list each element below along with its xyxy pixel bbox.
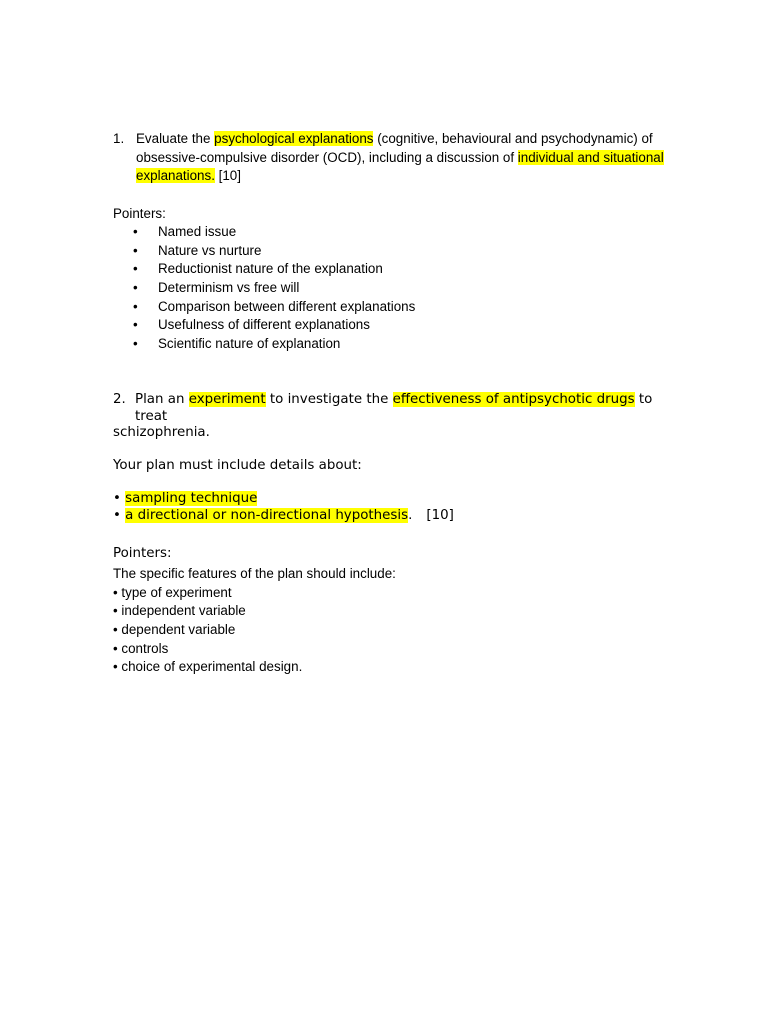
highlight-individual-situational: individual and situational explanations. xyxy=(136,149,664,184)
list-item-label: Usefulness of different explanations xyxy=(158,317,370,333)
question-2-continuation: schizophrenia. xyxy=(113,425,210,440)
hypothesis-suffix: . xyxy=(408,507,413,523)
bullet-icon: • xyxy=(113,491,121,506)
list-item xyxy=(133,223,415,242)
bullet-icon: • xyxy=(133,298,138,314)
question-1-number: 1. xyxy=(113,131,125,146)
list-item-label: Scientific nature of explanation xyxy=(158,336,341,352)
list-item-label: Reductionist nature of the explanation xyxy=(158,261,383,277)
list-item xyxy=(133,242,415,261)
list-item: • controls xyxy=(113,640,169,656)
question-2-marks: [10] xyxy=(426,507,454,523)
bullet-icon: • xyxy=(133,242,138,258)
list-item xyxy=(133,335,415,354)
question-2-text xyxy=(135,392,683,425)
pointers-1-heading: Pointers: xyxy=(113,206,166,221)
list-item xyxy=(133,279,415,298)
pointers-2-heading: Pointers: xyxy=(113,546,172,561)
question-2-text-mid: to investigate the xyxy=(265,392,393,407)
question-2-text-after: to treat xyxy=(135,392,653,424)
plan-features-intro: The specific features of the plan should include: xyxy=(113,566,396,581)
question-1-marks: [10] xyxy=(214,168,241,184)
bullet-icon: • xyxy=(133,336,138,352)
list-item-label: Named issue xyxy=(158,224,237,239)
list-item: • type of experiment xyxy=(113,584,232,600)
question-1-text-mid: (cognitive, behavioural and psychodynamic) of obsessive-compulsive disorder (OCD), including a discussion of xyxy=(136,131,653,165)
question-2-text-before: Plan an xyxy=(135,392,189,407)
list-item: • independent variable xyxy=(113,603,246,619)
question-2-number: 2. xyxy=(113,392,126,407)
question-2 xyxy=(113,392,683,425)
list-item xyxy=(133,260,415,279)
bullet-icon: • xyxy=(133,224,138,239)
bullet-icon: • xyxy=(113,507,121,523)
highlight-effectiveness: effectiveness of antipsychotic drugs xyxy=(392,392,635,407)
list-item xyxy=(133,316,415,335)
question-1-text xyxy=(136,130,683,186)
highlight-psychological-explanations: psychological explanations xyxy=(214,131,374,146)
highlight-sampling-technique: sampling technique xyxy=(125,491,258,506)
bullet-icon: • xyxy=(133,280,138,296)
pointers-1-list xyxy=(133,223,415,354)
bullet-icon: • xyxy=(133,261,138,277)
question-1-text-before: Evaluate the xyxy=(136,131,215,146)
list-item-label: Nature vs nurture xyxy=(158,242,262,258)
list-item xyxy=(113,508,454,525)
highlight-hypothesis: a directional or non-directional hypothesis xyxy=(125,507,409,523)
plan-details-list xyxy=(113,491,454,524)
plan-features xyxy=(113,565,396,677)
bullet-icon: • xyxy=(133,317,138,333)
highlight-experiment: experiment xyxy=(188,392,266,407)
plan-include-line: Your plan must include details about: xyxy=(113,458,362,473)
list-item: • choice of experimental design. xyxy=(113,659,303,675)
list-item xyxy=(133,298,415,317)
list-item-label: Comparison between different explanations xyxy=(158,298,416,314)
list-item xyxy=(113,491,454,508)
list-item: • dependent variable xyxy=(113,622,236,638)
question-1 xyxy=(113,130,683,186)
list-item-label: Determinism vs free will xyxy=(158,280,300,296)
